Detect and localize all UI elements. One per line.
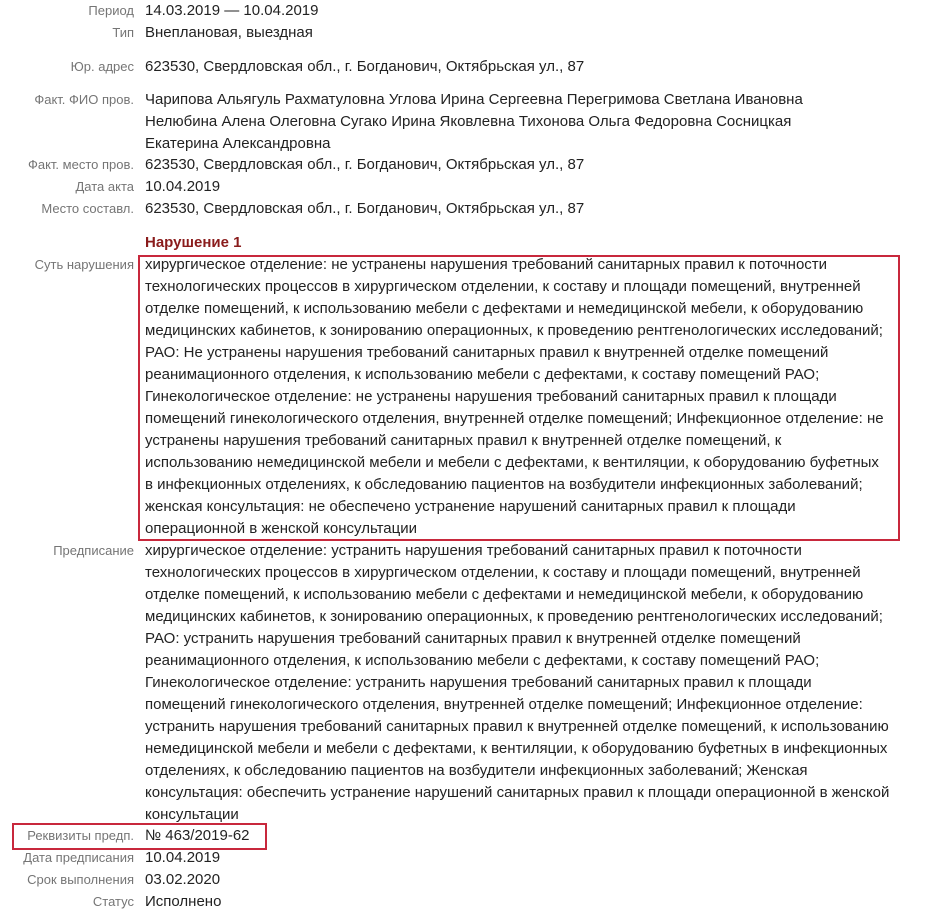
deadline-value: 03.02.2020: [145, 871, 221, 888]
violation-essence-label: Суть нарушения: [34, 257, 134, 272]
order-text: хирургическое отделение: устранить нарушения требований санитарных правил к поточности технологических процессов в хирургическом отделении, к составу и площади помещений, внутренней отделке помещений, к использованию мебели с дефектами и немедицинской мебели, к оборудованию медицинских кабинетов, к зонированию операционных, к проведению рентгенологических исследований; РАО: устранить нарушения требований санитарных правил к внутренней отделке помещений реанимационного отделения, к использованию мебели с дефектами, к составу помещений РАО; Гинекологическое отделение: устранить нарушения требований санитарных правил к площади помещений гинекологического отделения, внутренней отделке помещений; Инфекционное отделение: устранить нарушения требований санитарных правил к внутренней отделке помещений, к использованию немедицинской мебели и мебели с дефектами, к вентиляции, к оборудованию буфетных в инфекционных отделениях, к обследованию пациентов на возбудители инфекционных заболеваний; Женская консультация: обеспечить устранение нарушений санитарных правил к площади операционной в женской консультации: [145, 542, 890, 823]
period-value: 14.03.2019 — 10.04.2019: [145, 2, 319, 19]
status-value: Исполнено: [145, 893, 222, 910]
violation-essence-text: хирургическое отделение: не устранены нарушения требований санитарных правил к поточности технологических процессов в хирургическом отделении, к составу и площади помещений, внутренней отделке помещений, к использованию мебели с дефектами и немедицинской мебели, к оборудованию медицинских кабинетов, к зонированию операционных, к проведению рентгенологических исследований; РАО: Не устранены нарушения требований санитарных правил к внутренней отделке помещений реанимационного отделения, к использованию мебели с дефектами, к составу помещений РАО; Гинекологическое отделение: не устранены нарушения требований санитарных правил к площади помещений гинекологического отделения, внутренней отделке помещений; Инфекционное отделение: не устранены нарушения требований санитарных правил к внутренней отделке помещений, к использованию немедицинской мебели и мебели с дефектами, к вентиляции, к оборудованию буфетных в инфекционных отделениях, к обследованию пациентов на возбудители инфекционных заболеваний; женская консультация: не обеспечено устранение нарушений санитарных правил к площади операционной в женской консультации: [145, 256, 884, 537]
legal-address-value: 623530, Свердловская обл., г. Богданович, Октябрьская ул., 87: [145, 58, 585, 75]
order-label: Предписание: [53, 543, 134, 558]
inspectors-label: Факт. ФИО пров.: [34, 92, 134, 107]
compile-place-label: Место составл.: [41, 201, 134, 216]
period-label: Период: [88, 3, 134, 18]
type-label: Тип: [112, 25, 134, 40]
actual-place-label: Факт. место пров.: [27, 157, 134, 172]
order-date-label: Дата предписания: [23, 850, 134, 865]
legal-address-label: Юр. адрес: [70, 59, 134, 74]
requisites-highlight-box: [12, 823, 267, 850]
status-label: Статус: [92, 894, 134, 909]
violation-title: Нарушение 1: [145, 234, 242, 251]
actual-place-value: 623530, Свердловская обл., г. Богданович, Октябрьская ул., 87: [145, 156, 585, 173]
order-date-value: 10.04.2019: [145, 849, 221, 866]
deadline-label: Срок выполнения: [27, 872, 134, 887]
violation-highlight-box: [138, 255, 900, 541]
requisites-label: Реквизиты предп.: [27, 828, 134, 843]
inspectors-value: Чарипова Альягуль Рахматуловна Углова Ирина Сергеевна Перегримова Светлана Ивановна Нелюбина Алена Олеговна Сугако Ирина Яковлевна Тихонова Ольга Федоровна Сосницкая Екатерина Александровна: [145, 91, 803, 152]
requisites-value: № 463/2019-62: [145, 827, 250, 844]
compile-place-value: 623530, Свердловская обл., г. Богданович, Октябрьская ул., 87: [145, 200, 585, 217]
act-date-label: Дата акта: [75, 179, 134, 194]
act-date-value: 10.04.2019: [145, 178, 221, 195]
type-value: Внеплановая, выездная: [145, 24, 313, 41]
